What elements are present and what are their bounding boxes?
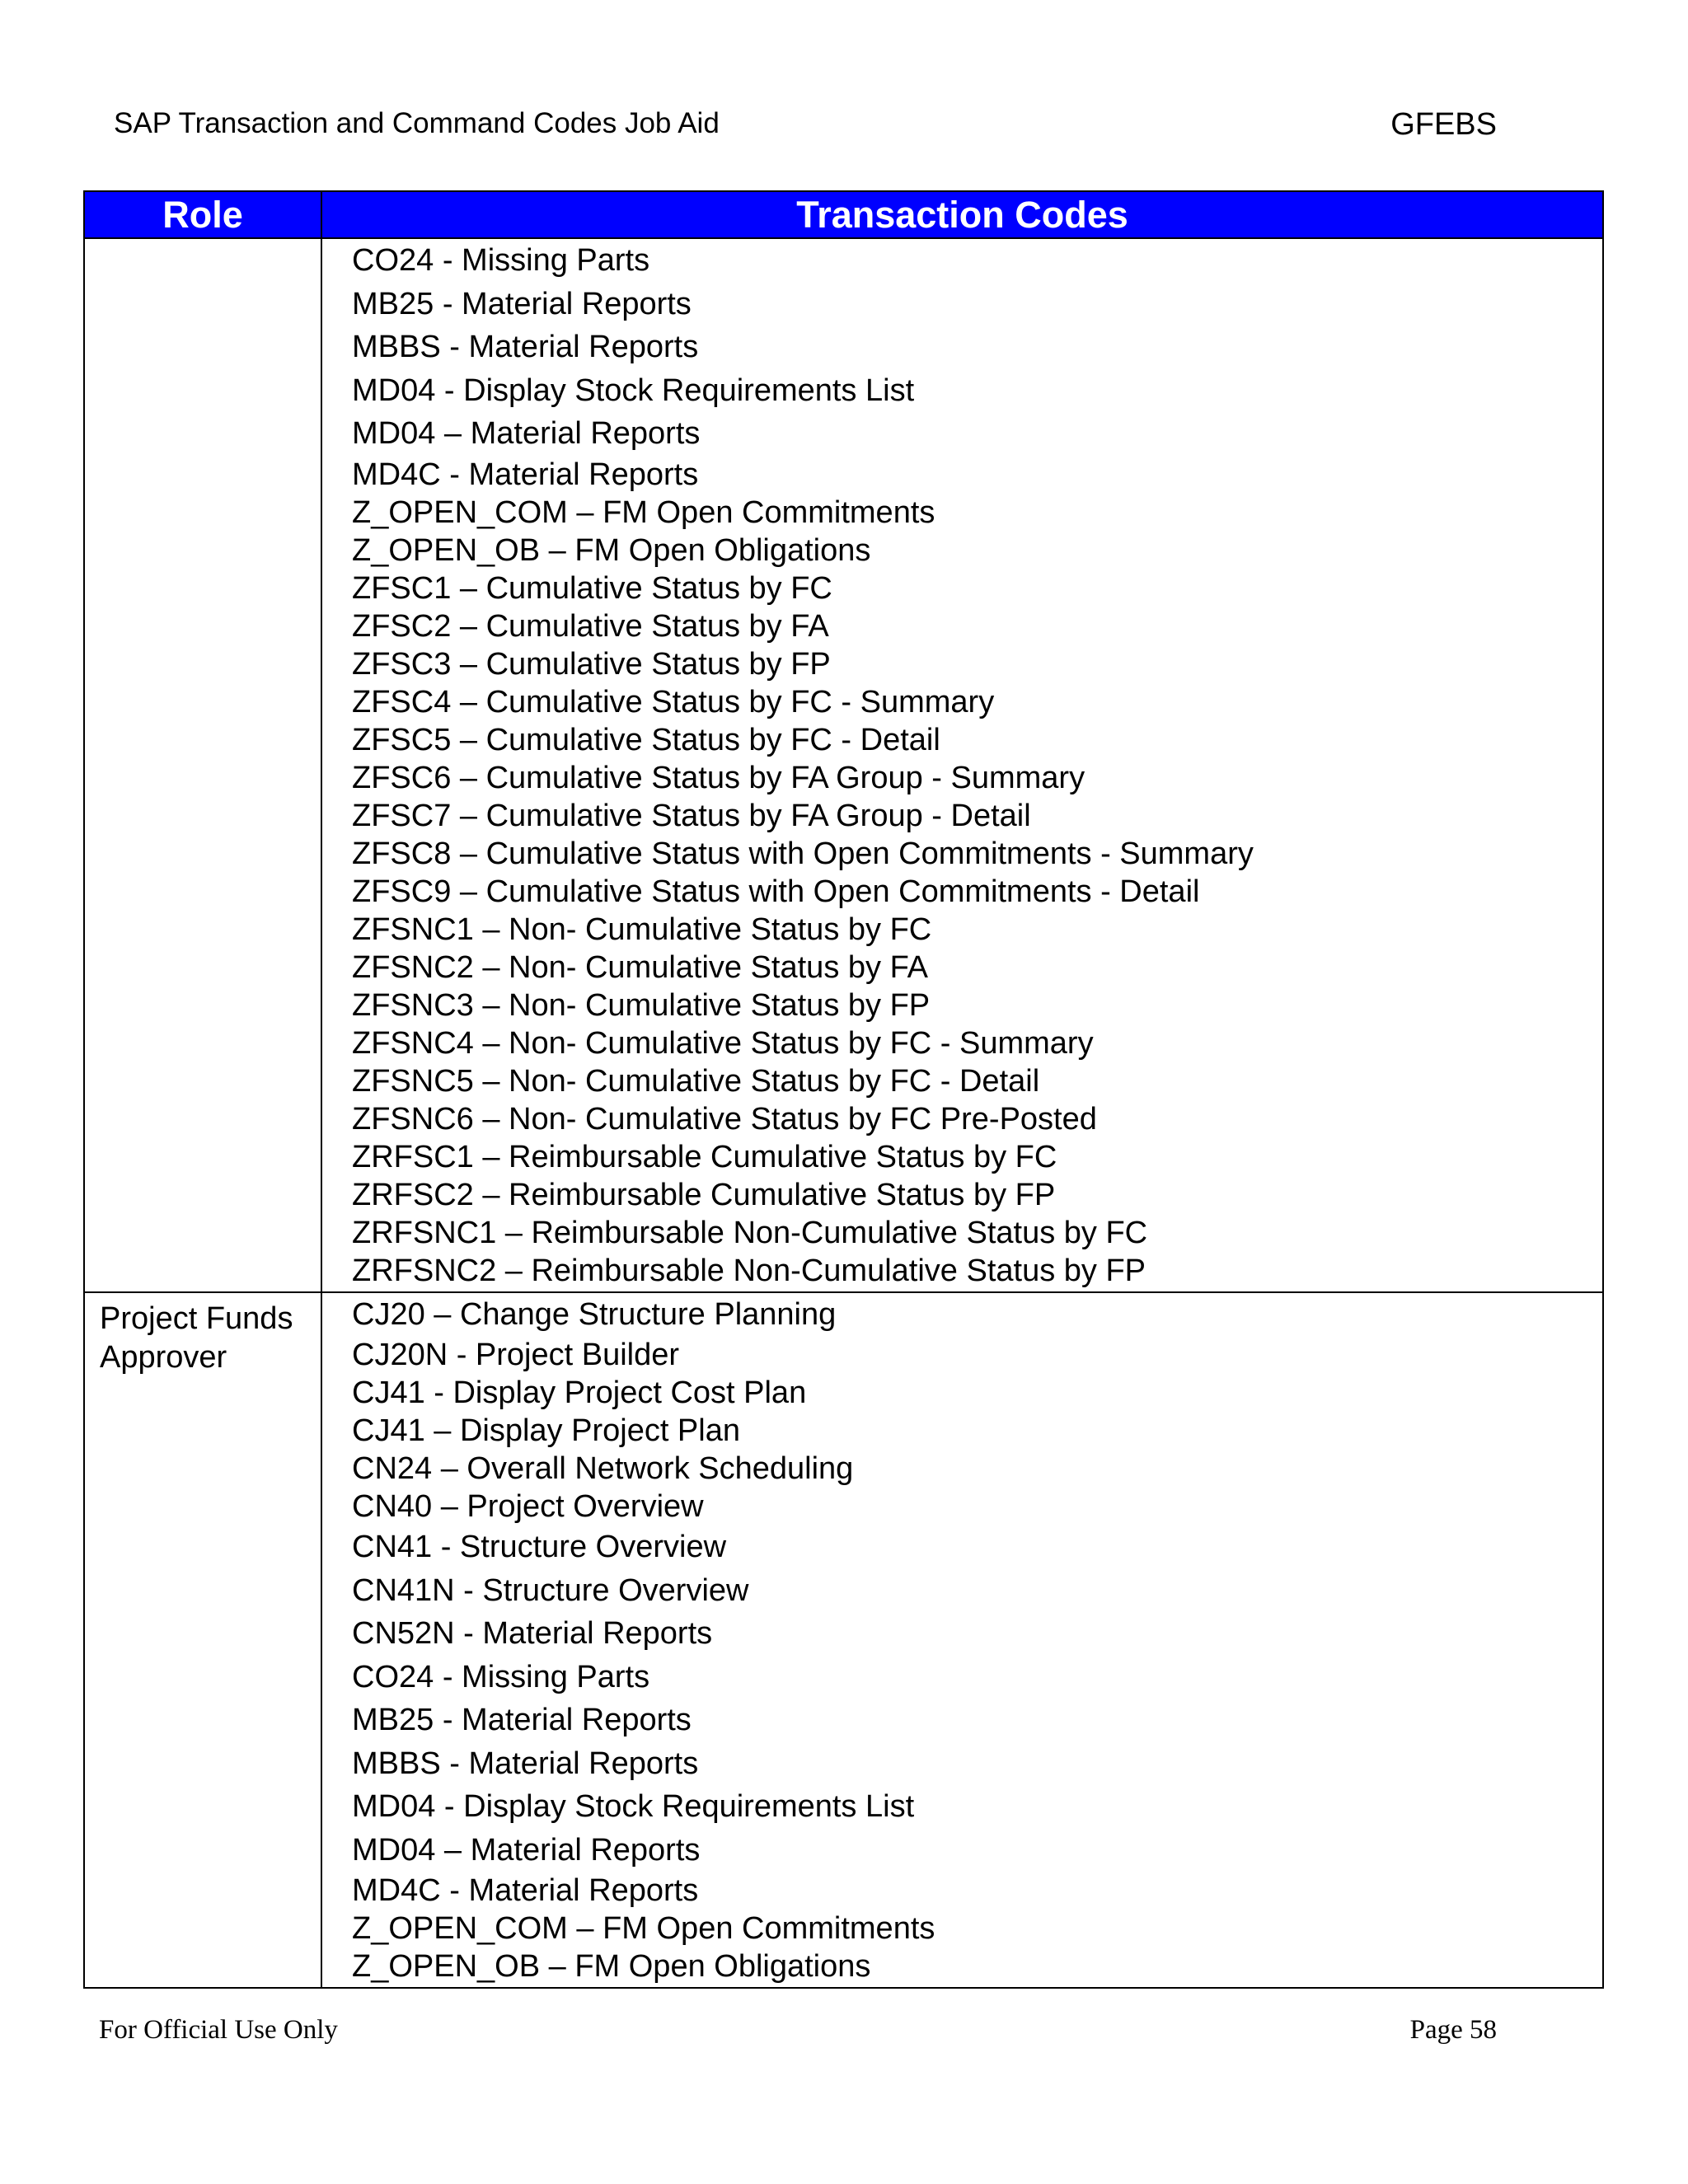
list-item: MD4C - Material Reports [352,1873,699,1908]
list-item: MD04 - Display Stock Requirements List [352,1789,915,1824]
list-item: MBBS - Material Reports [352,1746,699,1781]
list-item: Z_OPEN_COM – FM Open Commitments [352,494,935,530]
classification-label: For Official Use Only [99,2015,338,2045]
list-item: ZFSC2 – Cumulative Status by FA [352,608,829,644]
list-item: CN24 – Overall Network Scheduling [352,1451,854,1486]
list-item: CJ20 – Change Structure Planning [352,1296,837,1332]
list-item: ZRFSC1 – Reimbursable Cumulative Status by FC [352,1139,1057,1174]
list-item: ZRFSC2 – Reimbursable Cumulative Status by FP [352,1177,1056,1212]
codes-cell [321,238,1603,1292]
code-list [322,1293,1602,1988]
list-item: ZFSNC5 – Non- Cumulative Status by FC - Detail [352,1063,1040,1099]
list-item: ZFSC7 – Cumulative Status by FA Group - Detail [352,798,1031,833]
list-item: CJ20N - Project Builder [352,1338,680,1372]
list-item: Z_OPEN_OB – FM Open Obligations [352,1949,871,1984]
code-list [322,239,1602,1291]
list-item: CJ41 – Display Project Plan [352,1413,740,1448]
document-title: SAP Transaction and Command Codes Job Aid [114,107,720,139]
list-item: CN40 – Project Overview [352,1489,704,1524]
list-item: MD4C - Material Reports [352,457,699,492]
list-item: ZFSC9 – Cumulative Status with Open Commitments - Detail [352,874,1200,909]
list-item: MD04 – Material Reports [352,416,701,451]
codes-cell [321,1292,1603,1989]
list-item: ZFSC4 – Cumulative Status by FC - Summary [352,684,995,719]
list-item: MD04 – Material Reports [352,1832,701,1868]
list-item: Z_OPEN_COM – FM Open Commitments [352,1911,935,1946]
list-item: ZFSC5 – Cumulative Status by FC - Detail [352,722,940,757]
column-header-transaction-codes: Transaction Codes [321,191,1603,238]
table-header-row [84,191,1603,238]
list-item: CO24 - Missing Parts [352,243,650,278]
list-item: ZFSC6 – Cumulative Status by FA Group - Summary [352,760,1085,795]
list-item: MB25 - Material Reports [352,1703,692,1737]
role-name-line: Approver [100,1339,227,1375]
list-item: ZFSNC1 – Non- Cumulative Status by FC [352,912,932,947]
list-item: CO24 - Missing Parts [352,1659,650,1694]
list-item: MB25 - Material Reports [352,286,692,321]
list-item: Z_OPEN_OB – FM Open Obligations [352,532,871,568]
list-item: CN41N - Structure Overview [352,1572,749,1608]
list-item: CN41 - Structure Overview [352,1530,727,1564]
list-item: ZRFSNC2 – Reimbursable Non-Cumulative Status by FP [352,1253,1146,1288]
list-item: MBBS - Material Reports [352,330,699,364]
role-cell [84,1292,321,1989]
list-item: CN52N - Material Reports [352,1616,713,1651]
table-row [84,238,1603,1292]
list-item: ZFSC1 – Cumulative Status by FC [352,570,832,606]
list-item: ZRFSNC1 – Reimbursable Non-Cumulative Status by FC [352,1215,1148,1250]
system-name: GFEBS [1390,107,1497,142]
list-item: ZFSNC3 – Non- Cumulative Status by FP [352,987,931,1023]
list-item: ZFSC3 – Cumulative Status by FP [352,646,831,682]
list-item: ZFSC8 – Cumulative Status with Open Commitments - Summary [352,836,1254,871]
list-item: ZFSNC4 – Non- Cumulative Status by FC - Summary [352,1025,1094,1061]
page-number: Page 58 [1409,2015,1497,2045]
list-item: ZFSNC2 – Non- Cumulative Status by FA [352,949,929,985]
role-cell [84,238,321,1292]
list-item: CJ41 - Display Project Cost Plan [352,1376,807,1410]
column-header-role: Role [84,191,321,238]
list-item: MD04 - Display Stock Requirements List [352,373,915,408]
transaction-codes-table [83,190,1604,1989]
table-row [84,1292,1603,1989]
role-name-line: Project Funds [100,1301,293,1336]
list-item: ZFSNC6 – Non- Cumulative Status by FC Pre-Posted [352,1101,1097,1137]
